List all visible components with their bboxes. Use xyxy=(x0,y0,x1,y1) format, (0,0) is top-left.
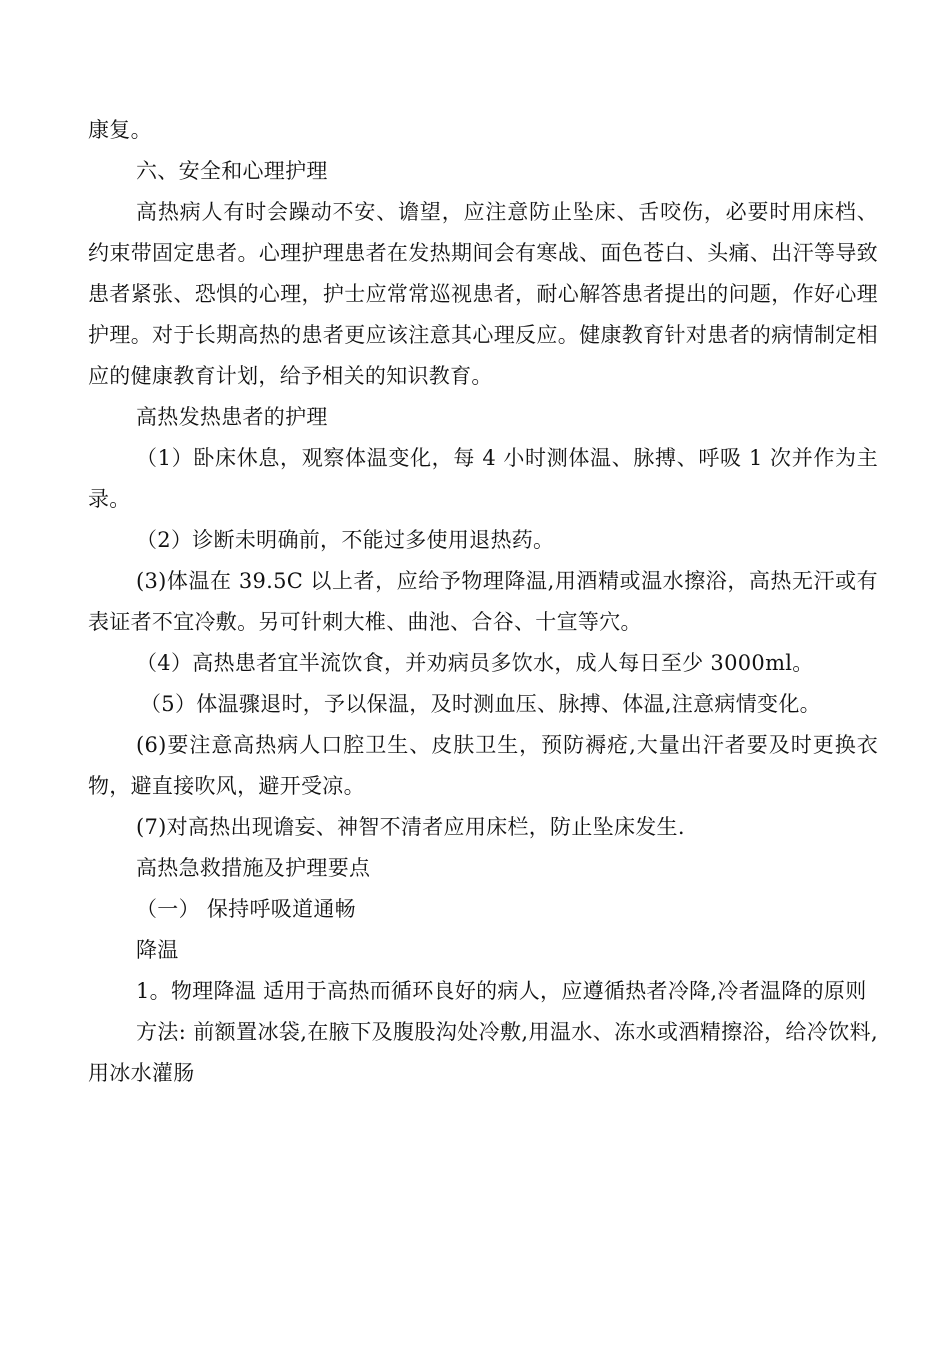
paragraph-physical-cooling: 1。物理降温 适用于高热而循环良好的病人，应遵循热者冷降,冷者温降的原则 xyxy=(136,979,867,1003)
list-item-6: (6)要注意高热病人口腔卫生、皮肤卫生，预防褥疮,大量出汗者要及时更换衣物，避直接吹风，避开受凉。 xyxy=(88,733,878,798)
section-heading-emergency: 高热急救措施及护理要点 xyxy=(136,856,371,880)
list-item-5: （5）体温骤退时，予以保温，及时测血压、脉搏、体温,注意病情变化。 xyxy=(140,692,821,716)
section-heading-safety-psychology: 六、安全和心理护理 xyxy=(136,159,328,183)
subheading-cooling: 降温 xyxy=(136,938,179,962)
document-page xyxy=(88,110,878,1094)
section-heading-fever-care: 高热发热患者的护理 xyxy=(136,405,328,429)
subheading-airway: （一） 保持呼吸道通畅 xyxy=(136,897,356,921)
list-item-4: （4）高热患者宜半流饮食，并劝病员多饮水，成人每日至少 3000ml。 xyxy=(136,651,814,675)
paragraph-safety-psychology: 高热病人有时会躁动不安、谵望，应注意防止坠床、舌咬伤，必要时用床档、约束带固定患者。心理护理患者在发热期间会有寒战、面色苍白、头痛、出汗等导致患者紧张、恐惧的心理，护士应常常巡视患者，耐心解答患者提出的问题，作好心理护理。对于长期高热的患者更应该注意其心理反应。健康教育针对患者的病情制定相应的健康教育计划，给予相关的知识教育。 xyxy=(88,200,878,388)
list-item-3: (3)体温在 39.5C 以上者，应给予物理降温,用酒精或温水擦浴，高热无汗或有表证者不宜冷敷。另可针刺大椎、曲池、合谷、十宣等穴。 xyxy=(88,569,878,634)
list-item-1: （1）卧床休息，观察体温变化，每 4 小时测体温、脉搏、呼吸 1 次并作为主录。 xyxy=(88,446,878,511)
paragraph-continuation: 康复。 xyxy=(88,118,152,142)
list-item-2: （2）诊断未明确前，不能过多使用退热药。 xyxy=(136,528,555,552)
paragraph-cooling-method: 方法: 前额置冰袋,在腋下及腹股沟处冷敷,用温水、冻水或酒精擦浴，给冷饮料,用冰水灌肠 xyxy=(88,1020,878,1085)
list-item-7: (7)对高热出现谵妄、神智不清者应用床栏，防止坠床发生. xyxy=(136,815,685,839)
